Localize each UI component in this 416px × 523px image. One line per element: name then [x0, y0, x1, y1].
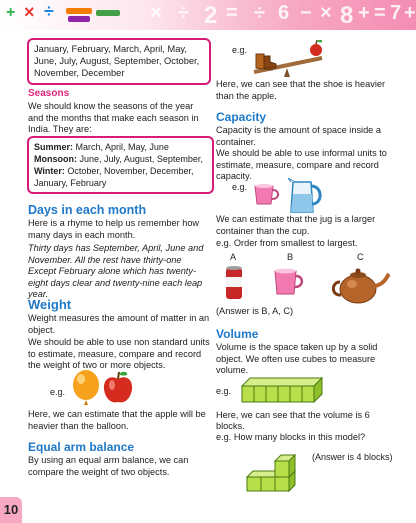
volume-heading — [216, 327, 400, 341]
banner-symbol: 7 — [390, 2, 402, 24]
balance-heading — [28, 440, 212, 454]
jug-illustration — [287, 176, 325, 214]
season-months: June, July, August, September, — [77, 154, 203, 164]
volume-result: Here, we can see that the volume is 6 blocks. — [216, 410, 370, 431]
eg-label: e.g. — [50, 387, 66, 397]
banner-symbol: 8 — [340, 2, 354, 29]
banner-symbol: − — [300, 2, 312, 24]
seasons-box — [27, 136, 214, 194]
eg-label: e.g. — [232, 182, 248, 192]
divide-icon: ÷ — [44, 1, 54, 21]
weight-text1: Weight measures the amount of matter in an object. — [28, 313, 210, 335]
six-blocks-illustration — [238, 376, 328, 406]
months-box — [27, 38, 211, 85]
banner-symbol: = — [226, 2, 238, 24]
season-monsoon — [34, 153, 207, 165]
season-label: Summer: — [34, 142, 74, 152]
cup-illustration — [252, 182, 282, 206]
banner-symbol: 6 — [278, 2, 290, 24]
top-banner — [0, 0, 416, 30]
season-months: March, April, May, June — [73, 142, 169, 152]
teapot-illustration — [331, 262, 391, 306]
weight-text3: Here, we can estimate that the apple will be heavier than the balloon. — [28, 409, 206, 431]
capacity-heading — [216, 110, 400, 124]
balloon-illustration — [66, 368, 106, 406]
volume-text: Volume is the space taken up by a solid object. We often use cubes to measure volume. — [216, 342, 378, 375]
banner-symbol: = — [374, 2, 386, 24]
apple-illustration — [101, 370, 135, 406]
banner-symbol: × — [320, 2, 332, 24]
balance-heading-text: Equal arm balance — [28, 440, 135, 454]
banner-symbol: × — [150, 2, 162, 24]
season-winter — [34, 165, 207, 189]
balance-text: By using an equal arm balance, we can compare the weight of two objects. — [28, 455, 189, 477]
seesaw-illustration — [250, 38, 330, 78]
capacity-heading-text: Capacity — [216, 110, 267, 124]
seasons-heading — [28, 88, 208, 99]
seasons-heading-text: Seasons — [28, 88, 70, 99]
answer-order: (Answer is B, A, C) — [216, 306, 294, 316]
capacity-text: Capacity is the amount of space inside a container. — [216, 125, 381, 147]
label-b: B — [287, 252, 294, 262]
answer-blocks: (Answer is 4 blocks) — [312, 452, 393, 462]
season-label: Winter: — [34, 166, 65, 176]
eg-label: e.g. — [232, 45, 248, 55]
weight-heading-text: Weight — [28, 297, 72, 312]
times-icon: × — [24, 2, 35, 22]
bar-icon — [66, 8, 92, 14]
label-c: C — [357, 252, 364, 262]
days-heading — [28, 203, 212, 217]
bar-icon — [96, 10, 120, 16]
capacity-text2: We should be able to use informal units to estimate, measure, compare and record capacity. — [216, 148, 387, 181]
months-list: January, February, March, April, May, June, July, August, September, October, November, December — [34, 44, 200, 79]
eg-label: e.g. — [216, 386, 232, 396]
seasons-text: We should know the seasons of the year and the months that make each season in India. They are: — [28, 101, 199, 134]
banner-symbol: ÷ — [178, 2, 189, 24]
plus-icon: + — [6, 4, 16, 21]
label-a: A — [230, 252, 237, 262]
jug-text: We can estimate that the jug is a larger container than the cup. — [216, 214, 376, 236]
cup-b-illustration — [272, 266, 306, 296]
season-summer — [34, 141, 207, 153]
banner-symbol: + — [358, 2, 370, 24]
banner-symbol: 2 — [204, 2, 218, 29]
volume-heading-text: Volume — [216, 327, 259, 341]
banner-symbol: ÷ — [254, 2, 265, 24]
season-months: October, November, December, January, February — [34, 166, 194, 188]
four-blocks-illustration — [245, 447, 305, 493]
can-illustration — [224, 265, 244, 301]
weight-heading — [28, 297, 212, 312]
order-text: e.g. Order from smallest to largest. — [216, 238, 358, 248]
banner-symbol: + — [404, 2, 416, 24]
days-rhyme: Thirty days has September, April, June and November. All the rest have thirty-one Except February alone which has twenty-eight days clear and twenty-nine each leap year. — [28, 243, 204, 299]
days-text: Here is a rhyme to help us remember how many days in each month. — [28, 218, 200, 240]
blocks-question: e.g. How many blocks in this model? — [216, 432, 366, 442]
days-heading-text: Days in each month — [28, 203, 147, 217]
bar-icon — [68, 16, 90, 22]
season-label: Monsoon: — [34, 154, 77, 164]
shoe-text: Here, we can see that the shoe is heavier than the apple. — [216, 79, 386, 101]
page-number: 10 — [0, 497, 22, 523]
weight-text2: We should be able to use non standard units to estimate, measure, compare and record the weight of two or more objects. — [28, 337, 210, 370]
